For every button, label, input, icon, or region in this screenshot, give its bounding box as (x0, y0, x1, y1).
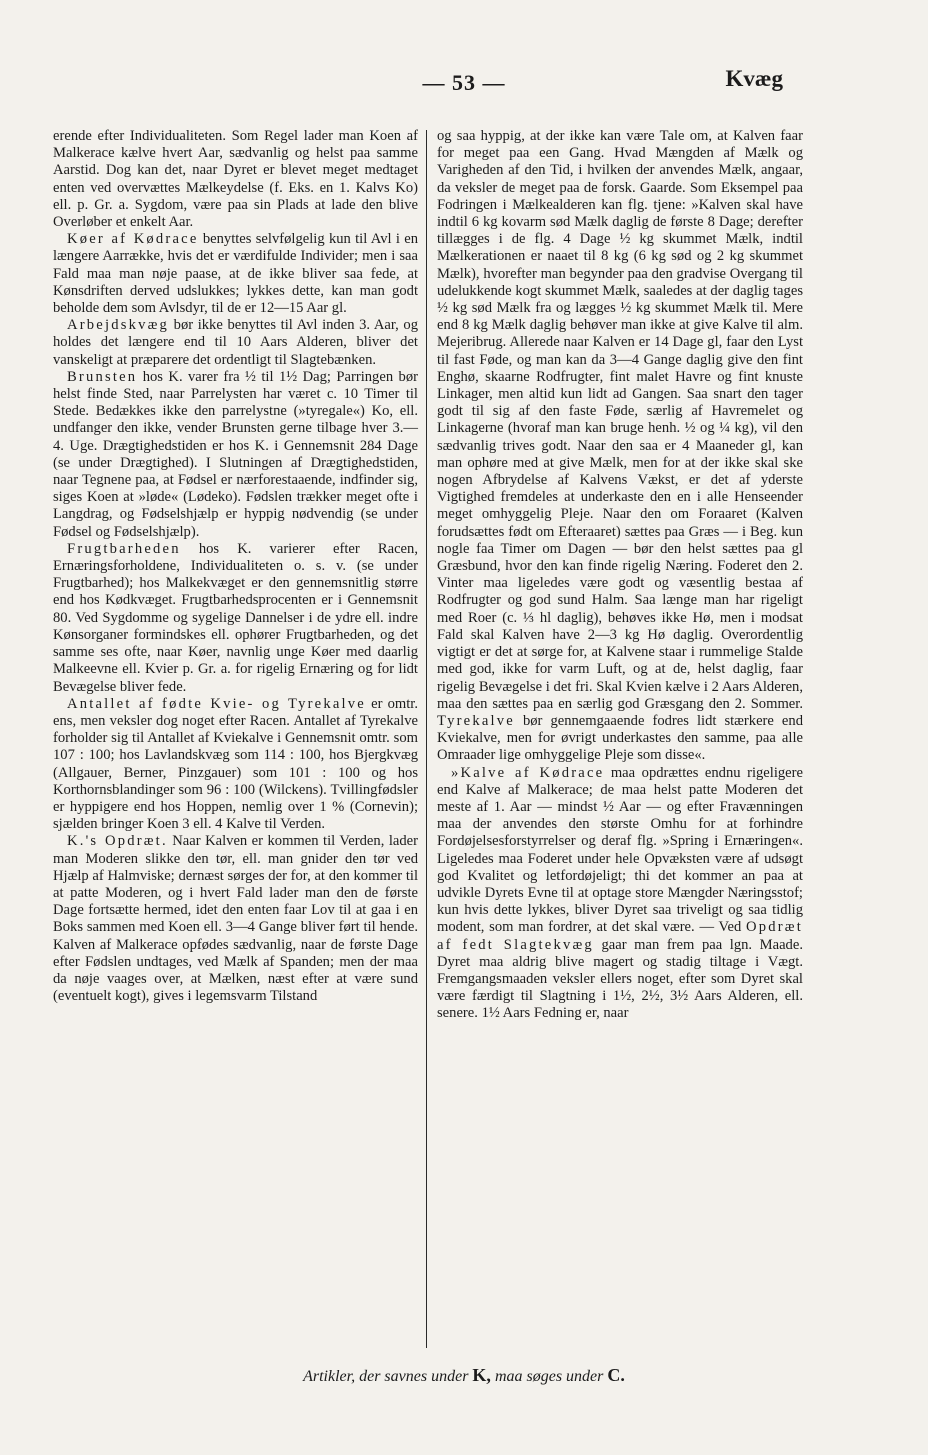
paragraph (53, 128, 418, 231)
paragraph-text: gaar man frem paa lgn. Maade. Dyret maa aldrig blive magert og stadig tiltage i Vægt. Fremgangsmaaden veksler ellers noget, efter som Dyret skal være færdigt til Slagtning i 1½, 2½, 3½ Aars Alderen, ell. senere. 1½ Aars Fedning er, naar (437, 936, 803, 1022)
paragraph-text: er omtr. ens, men veksler dog noget efter Racen. Antallet af Tyrekalve forholder sig til Antallet af Kviekalve i Gennemsnit omtr. som 107 : 100; hos Lavlandskvæg som 114 : 100, hos Bjergkvæg (Allgauer, Berner, Pinzgauer) som 101 : 100 og hos Korthornsblandinger som 96 : 100 (Wilckens). Tvillingfødsler er hyppigere end hos Hoppen, nemlig over 1 % (Cornevin); sjælden bringer Koen 3 ell. 4 Kalve til Verden. (53, 695, 418, 833)
footer-text: maa søges under (490, 1368, 608, 1385)
paragraph (53, 317, 418, 369)
paragraph (437, 128, 803, 765)
right-column (437, 128, 803, 1023)
paragraph (53, 833, 418, 1005)
spaced-term: Køer af Kødrace (67, 231, 199, 248)
spaced-term: Brunsten (67, 368, 138, 385)
spaced-term: Opdræt af fedt Slagtekvæg (437, 919, 803, 953)
paragraph-text: bør ikke benyttes til Avl inden 3. Aar, og holdes det længere end til 10 Aars Alderen, bliver det vanskeligt at præparere det ordentligt til Slagtebænken. (53, 317, 418, 368)
paragraph (53, 231, 418, 317)
footer-text: Artikler, der savnes under (303, 1368, 473, 1385)
footer-note (0, 1365, 928, 1386)
paragraph-text: bør gennemgaaende fodres lidt stærkere end Kviekalve, men for øvrigt underkastes den samme, paa alle Omraader lige omhyggelige Pleje som disse«. (437, 712, 803, 764)
paragraph-text: hos K. varierer efter Racen, Ernæringsforholdene, Individualiteten o. s. v. (se under Frugtbarhed); hos Malkekvæget er den gennemsnitlig større end hos Kødkvæget. Frugtbarhedsprocenten er i Gennemsnit 80. Ved Sygdomme og sygelige Dannelser i de ydre ell. indre Kønsorganer formindskes ell. ophører Frugtbarheden, og det samme ses ofte, naar Køer, navnlig unge Køer med daarlig Malkeevne ell. Kvier p. Gr. a. for rigelig Ernæring og for lidt Bevægelse bliver fede. (53, 540, 418, 695)
footer-letter: C. (607, 1365, 625, 1385)
page-number: — 53 — (422, 70, 506, 95)
paragraph-text: Naar Kalven er kommen til Verden, lader man Moderen slikke den tør, ell. man gnider den tør ved Hjælp af Halmviske; dernæst sørges der for, at den kommer til at patte Moderen, og i hvert Fald lader man den de første Dage fortsætte hermed, idet den enten faar Lov til at gaa i en Boks sammen med Koen ell. 3—4 Gange bliver ført til hende. Kalven af Malkerace opfødes sædvanlig, naar de første Dage efter Fødslen undtages, ved Mælk af Spanden; men der maa da nøje vaages over, at Mælken, næst efter at være sund (eventuelt kogt), gives i legemsvarm Tilstand (53, 833, 418, 1005)
footer-letter: K, (472, 1365, 491, 1385)
paragraph-text: benyttes selvfølgelig kun til Avl i en længere Aarrække, hvis det er værdifulde Individer; men i saa Fald maa man nøje paase, at de ikke bliver saa fede, at Kønsdriften derved udslukkes; lykkes dette, kan man godt beholde dem som Avlsdyr, til de er 12—15 Aar gl. (53, 231, 418, 317)
left-column (53, 128, 418, 1005)
column-divider (426, 130, 427, 1348)
spaced-term: »Kalve af Kødrace (451, 764, 605, 781)
paragraph-text: erende efter Individualiteten. Som Regel lader man Koen af Malkerace kælve hvert Aar, sædvanlig og helst paa samme Aarstid. Dog kan det, naar Dyret er blevet meget medtaget enten ved overvættes Mælkeydelse (f. Eks. en 1. Kalvs Ko) ell. p. Gr. a. Sygdom, være paa sin Plads at lade den blive Overløber et enkelt Aar. (53, 128, 418, 231)
paragraph (53, 541, 418, 696)
paragraph (437, 765, 803, 1023)
spaced-term: Antallet af fødte Kvie- og Tyrekalve (67, 695, 366, 712)
spaced-term: Frugtbarheden (67, 540, 181, 557)
paragraph-text: og saa hyppig, at der ikke kan være Tale om, at Kalven faar for meget paa een Gang. Hvad Mængden af Mælk og Varigheden af den Tid, i hvilken der anvendes Mælk, angaar, da veksler de meget paa de forsk. Gaarde. Som Eksempel paa Fodringen i Mælkealderen kan flg. tjene: »Kalven skal have indtil 6 kg kovarm sød Mælk daglig de første 8 Dage; derefter tillægges i de flg. 4 Dage ½ kg skummet Mælk, indtil Mælkerationen er naaet til 8 kg (6 kg sød og 2 kg skummet Mælk), hvorefter man begynder paa den gradvise Overgang til udelukkende kogt skummet Mælk, saaledes at der daglig tages ½ kg sød Mælk fra og lægges ½ kg skummet Mælk til. Mere end 8 kg Mælk daglig behøver man ikke at give Kalve til alm. Mejeribrug. Allerede naar Kalven er 14 Dage gl, faar den Lyst til fast Føde, og man kan da 3—4 Gange daglig give den fint Enghø, skaarne Rodfrugter, fint malet Havre og fint knuste Linkager, men altid kun lidt ad Gangen. Saa snart den tager godt til sig af den faste Føde, særlig af Havremelet og Linkagerne (hvoraf man kan bruge henh. ½ og ¼ kg), vil den sædvanlig trives godt. Naar den saa er 4 Maaneder gl, kan man ophøre med at give Mælk, men for at der ikke skal ske nogen Afbrydelse af Kalvens Vækst, er det af yderste Vigtighed fremdeles at underkaste den en i alle Henseender meget omhyggelig Pleje. Naar den om Foraaret (Kalven forudsættes født om Efteraaret) sættes paa Græs — i Beg. kun nogle faa Timer om Dagen — bør den helst sættes paa gl Græsbund, hvor den kan finde rigelig Næring. Foderet den 2. Vinter maa ligeledes være godt og væsentlig bestaa af Rodfrugter og god sund Halm. Saa længe man har rigeligt med Roer (c. ⅓ hl daglig), behøves ikke Hø, men i modsat Fald skal Kalven have 2—3 kg Hø daglig. Overordentlig vigtigt er det at sørge for, at Kalvene staar i rummelige Stalde med god, ikke for varm Luft, og at de, helst daglig, faar rigelig Bevægelse i det fri. Skal Kvien kælve i 2 Aars Alderen, maa den sættes paa en særlig god Græsgang den 2. Sommer. (437, 128, 803, 712)
spaced-term: Arbejdskvæg (67, 317, 170, 334)
paragraph (53, 696, 418, 834)
spaced-term: Tyrekalve (437, 712, 515, 729)
paragraph (53, 369, 418, 541)
spaced-term: K.'s Opdræt. (67, 833, 168, 850)
running-head: Kvæg (725, 66, 783, 91)
paragraph-text: maa opdrættes endnu rigeligere end Kalve af Malkerace; de maa helst patte Moderen det meste af 1. Aar — mindst ½ Aar — og efter Fravænningen maa der anvendes den største Omhu for at forhindre Fordøjelsesforstyrrelser og deraf flg. »Spring i Ernæringen«. Ligeledes maa Foderet under hele Opvæksten være af udsøgt god Kvalitet og letfordøjeligt; thi det kommer an paa at udvikle Dyrets Evne til at optage store Mængder Næringsstof; kun hvis dette lykkes, bliver Dyret saa triveligt og saa tidlig modent, som man fordrer, at det skal være. — Ved (437, 764, 803, 936)
paragraph-text: hos K. varer fra ½ til 1½ Dag; Parringen bør helst finde Sted, naar Parrelysten har været c. 10 Timer til Stede. Bedækkes ikke den parrelystne (»tyregale«) Ko, ell. undfanger den ikke, vender Brunsten gerne tilbage hver 3.—4. Uge. Drægtighedstiden er hos K. i Gennemsnit 284 Dage (se under Drægtighed). I Slutningen af Drægtighedstiden, naar Tegnene paa, at Fødsel er nærforestaaende, indfinder sig, siges Koen at »løde« (Lødeko). Fødslen trækker meget ofte i Langdrag, og Fødselshjælp er hyppig nødvendig (se under Fødsel og Fødselshjælp). (53, 368, 418, 540)
